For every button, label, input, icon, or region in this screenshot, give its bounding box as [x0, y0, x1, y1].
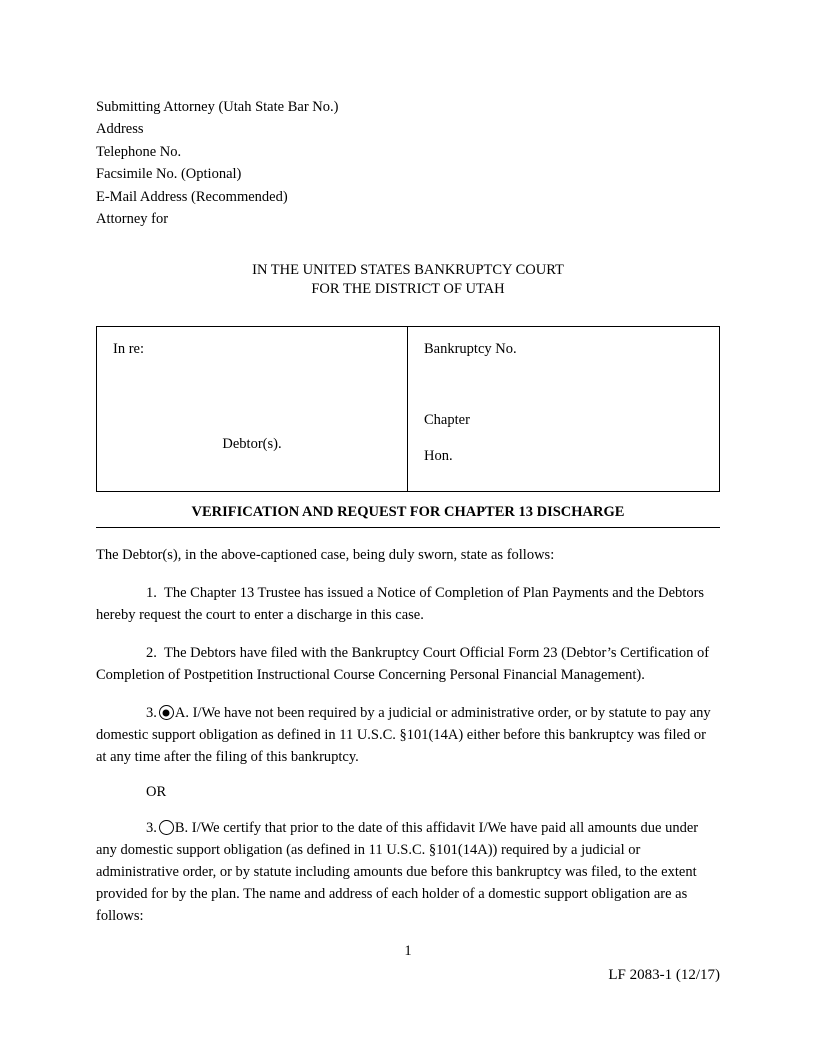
attorney-line-5: E-Mail Address (Recommended)	[96, 188, 288, 205]
attorney-line-4: Facsimile No. (Optional)	[96, 166, 242, 183]
attorney-line-1: Submitting Attorney (Utah State Bar No.)	[96, 99, 339, 115]
judge-label: Hon.	[424, 447, 453, 464]
case-caption-table	[96, 326, 720, 492]
chapter-label: Chapter	[424, 411, 470, 428]
attorney-header-block	[96, 96, 720, 231]
intro-paragraph: The Debtor(s), in the above-captioned case, being duly sworn, state as follows:	[96, 546, 555, 563]
court-heading-line-2: FOR THE DISTRICT OF UTAH	[311, 281, 505, 298]
paragraph-1-number: 1.	[146, 584, 157, 601]
document-title: VERIFICATION AND REQUEST FOR CHAPTER 13 DISCHARGE	[96, 504, 720, 528]
paragraph-2-number: 2.	[146, 645, 157, 662]
caption-left-cell	[97, 327, 408, 491]
paragraph-3a-number: 3.	[146, 705, 157, 722]
paragraph-3b	[96, 817, 720, 927]
attorney-line-3: Telephone No.	[96, 143, 182, 160]
page-footer	[96, 943, 720, 983]
radio-option-a[interactable]	[159, 705, 174, 720]
in-re-label: In re:	[113, 340, 144, 357]
attorney-line-2: Address	[96, 121, 144, 138]
caption-right-cell	[408, 327, 719, 491]
paragraph-1	[96, 582, 720, 626]
bankruptcy-number-label: Bankruptcy No.	[424, 340, 517, 357]
paragraph-2-text: The Debtors have filed with the Bankruptcy Court Official Form 23 (Debtor’s Certification of Completion of Postpetition Instructional Course Concerning Personal Financial Management).	[96, 645, 710, 684]
paragraph-2	[96, 642, 720, 686]
or-separator	[96, 784, 720, 801]
paragraph-1-text: The Chapter 13 Trustee has issued a Notice of Completion of Plan Payments and the Debtors hereby request the court to enter a discharge in this case.	[96, 584, 705, 623]
court-heading	[96, 261, 720, 300]
paragraph-3a-text: A. I/We have not been required by a judicial or administrative order, or by statute to pay any domestic support obligation as defined in 11 U.S.C. §101(14A) either before this bankruptcy was filed or at any time after the filing of this bankruptcy.	[96, 705, 711, 766]
page-number: 1	[404, 943, 412, 959]
form-code: LF 2083-1 (12/17)	[608, 967, 720, 983]
or-label: OR	[146, 784, 167, 801]
attorney-line-6: Attorney for	[96, 211, 169, 228]
debtors-label: Debtor(s).	[222, 435, 282, 452]
court-heading-line-1: IN THE UNITED STATES BANKRUPTCY COURT	[252, 261, 564, 278]
paragraph-3b-number: 3.	[146, 820, 157, 837]
radio-option-b[interactable]	[159, 820, 174, 835]
paragraph-3b-text: B. I/We certify that prior to the date of this affidavit I/We have paid all amounts due under any domestic support obligation (as defined in 11 U.S.C. §101(14A)) required by a judicial or administrative order, or by statute including amounts due before this bankruptcy was filed, to the extent provided for by the plan. The name and address of each holder of a domestic support obligation are as follows:	[96, 820, 699, 925]
paragraph-3a	[96, 702, 720, 768]
